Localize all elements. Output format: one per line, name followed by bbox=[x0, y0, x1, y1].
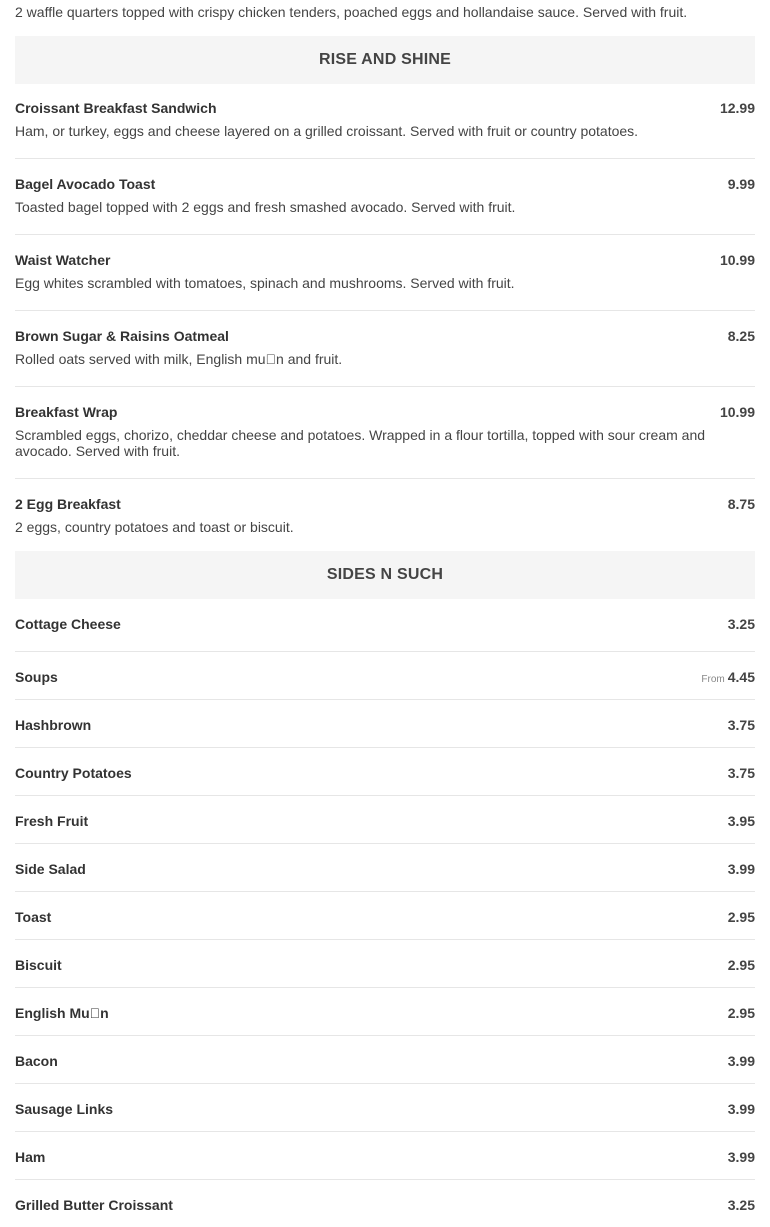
item-price-value: 4.45 bbox=[727, 669, 755, 685]
menu-item-grilled-butter-croissant[interactable] bbox=[15, 1179, 755, 1227]
item-description: Egg whites scrambled with tomatoes, spinach and mushrooms. Served with fruit. bbox=[15, 275, 515, 291]
item-price: 12.99 bbox=[719, 100, 755, 116]
item-price: 2.95 bbox=[727, 957, 755, 973]
item-name: Waist Watcher bbox=[15, 252, 111, 268]
item-price: 10.99 bbox=[719, 404, 755, 420]
previous-item-description: 2 waffle quarters topped with crispy chicken tenders, poached eggs and hollandaise sauce. Served with fruit. bbox=[15, 4, 688, 20]
item-name: Grilled Butter Croissant bbox=[15, 1197, 173, 1213]
item-price: 2.95 bbox=[727, 1005, 755, 1021]
section-rise-and-shine bbox=[15, 84, 755, 551]
item-name: Fresh Fruit bbox=[15, 813, 89, 829]
menu-item-brown-sugar-raisins-oatmeal[interactable] bbox=[15, 310, 755, 386]
menu-item-fresh-fruit[interactable] bbox=[15, 795, 755, 843]
item-name: Country Potatoes bbox=[15, 765, 132, 781]
item-price: 9.99 bbox=[727, 176, 755, 192]
menu-item-bacon[interactable] bbox=[15, 1035, 755, 1083]
menu-item-english-muffin[interactable] bbox=[15, 987, 755, 1035]
menu-item-bagel-avocado-toast[interactable] bbox=[15, 158, 755, 234]
item-name: Ham bbox=[15, 1149, 46, 1165]
item-name: Croissant Breakfast Sandwich bbox=[15, 100, 217, 116]
item-price: 3.99 bbox=[727, 1149, 755, 1165]
menu-item-hashbrown[interactable] bbox=[15, 699, 755, 747]
item-name: Brown Sugar & Raisins Oatmeal bbox=[15, 328, 229, 344]
menu-item-sausage-links[interactable] bbox=[15, 1083, 755, 1131]
item-name: Soups bbox=[15, 669, 58, 685]
section-header-sides-n-such: SIDES N SUCH bbox=[15, 551, 755, 599]
item-description: Toasted bagel topped with 2 eggs and fresh smashed avocado. Served with fruit. bbox=[15, 199, 516, 215]
item-price: 10.99 bbox=[719, 252, 755, 268]
item-description: Rolled oats served with milk, English mu n and fruit. bbox=[15, 351, 343, 367]
item-name: Toast bbox=[15, 909, 52, 925]
menu-item-ham[interactable] bbox=[15, 1131, 755, 1179]
menu-item-2-egg-breakfast[interactable] bbox=[15, 478, 755, 551]
menu-item-side-salad[interactable] bbox=[15, 843, 755, 891]
item-name: Sausage Links bbox=[15, 1101, 114, 1117]
item-price: 3.25 bbox=[727, 616, 755, 632]
item-price: 3.99 bbox=[727, 1101, 755, 1117]
menu-item-toast[interactable] bbox=[15, 891, 755, 939]
item-name: Cottage Cheese bbox=[15, 616, 121, 632]
menu-item-biscuit[interactable] bbox=[15, 939, 755, 987]
item-description: Ham, or turkey, eggs and cheese layered on a grilled croissant. Served with fruit or country potatoes. bbox=[15, 123, 639, 139]
item-name: Hashbrown bbox=[15, 717, 92, 733]
item-name: Biscuit bbox=[15, 957, 62, 973]
item-price: 3.95 bbox=[727, 813, 755, 829]
menu-item-soups[interactable] bbox=[15, 651, 755, 699]
item-price: 3.99 bbox=[727, 1053, 755, 1069]
menu-item-croissant-breakfast-sandwich[interactable] bbox=[15, 84, 755, 158]
item-price: 8.25 bbox=[727, 328, 755, 344]
menu-item-breakfast-wrap[interactable] bbox=[15, 386, 755, 478]
section-sides-n-such bbox=[15, 599, 755, 1227]
item-name: 2 Egg Breakfast bbox=[15, 496, 121, 512]
item-name: English Mu n bbox=[15, 1005, 109, 1021]
menu-item-waist-watcher[interactable] bbox=[15, 234, 755, 310]
item-price bbox=[701, 669, 755, 688]
item-price: 8.75 bbox=[727, 496, 755, 512]
item-price: 2.95 bbox=[727, 909, 755, 925]
item-price: 3.75 bbox=[727, 717, 755, 733]
item-price: 3.99 bbox=[727, 861, 755, 877]
item-name: Bagel Avocado Toast bbox=[15, 176, 156, 192]
menu-item-cottage-cheese[interactable] bbox=[15, 599, 755, 651]
item-description: 2 eggs, country potatoes and toast or biscuit. bbox=[15, 519, 294, 535]
item-description: Scrambled eggs, chorizo, cheddar cheese and potatoes. Wrapped in a flour tortilla, topped with sour cream and avocado. Served with fruit. bbox=[15, 427, 706, 459]
item-name: Breakfast Wrap bbox=[15, 404, 118, 420]
menu-page bbox=[15, 0, 755, 1227]
menu-item-country-potatoes[interactable] bbox=[15, 747, 755, 795]
item-price: 3.25 bbox=[727, 1197, 755, 1213]
item-name: Bacon bbox=[15, 1053, 58, 1069]
item-name: Side Salad bbox=[15, 861, 86, 877]
item-price: 3.75 bbox=[727, 765, 755, 781]
price-prefix: From bbox=[701, 674, 725, 685]
section-header-rise-and-shine: RISE AND SHINE bbox=[15, 36, 755, 84]
